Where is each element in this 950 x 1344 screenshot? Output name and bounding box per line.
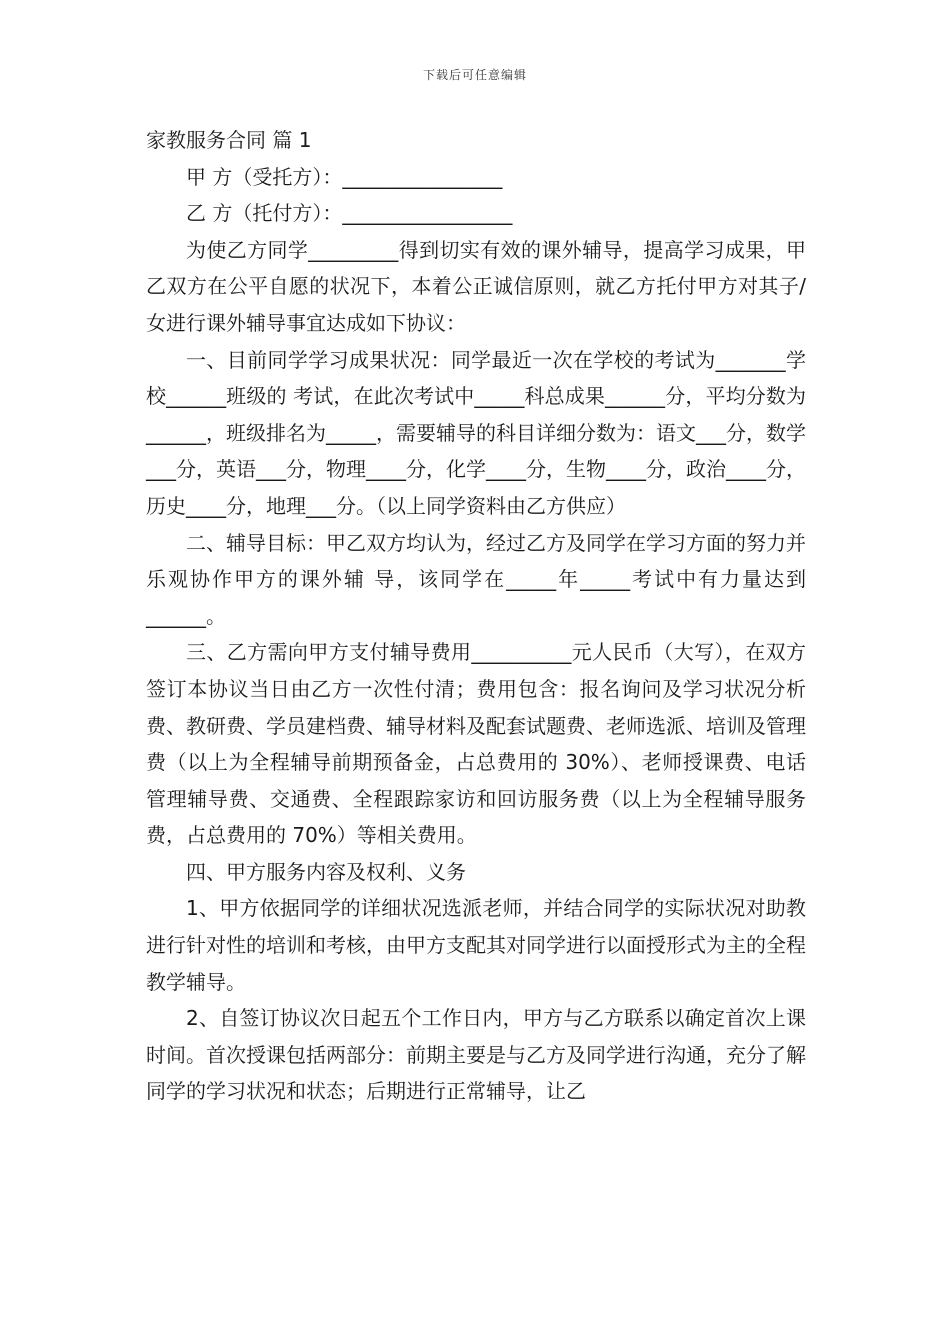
clause-2-tutoring-goal: 二、辅导目标：甲乙双方均认为，经过乙方及同学在学习方面的努力并乐观协作甲方的课外辅 导，该同学在_____年_____考试中有力量达到______。	[146, 530, 806, 628]
page-header-note: 下载后可任意编辑	[422, 68, 527, 82]
party-b-line: 乙 方（托付方）：_________________	[186, 201, 513, 226]
clause-4-heading: 四、甲方服务内容及权利、义务	[186, 859, 466, 884]
party-a-line: 甲 方（受托方）：________________	[186, 164, 503, 189]
clause-3-fees: 三、乙方需向甲方支付辅导费用__________元人民币（大写），在双方签订本协议当日由乙方一次性付清；费用包含：报名询问及学习状况分析费、教研费、学员建档费、辅导材料及配套试题费、老师选派、培训及管理费（以上为全程辅导前期预备金，占总费用的 30%）、老师授课费、电话管理辅导费、交通费、全程跟踪家访和回访服务费（以上为全程辅导服务费，占总费用的 70%）等相关费用。	[146, 640, 806, 848]
document-title: 家教服务合同 篇 1	[146, 128, 312, 152]
document-body	[146, 122, 806, 1110]
preamble-paragraph: 为使乙方同学_________得到切实有效的课外辅导，提高学习成果，甲乙双方在公平自愿的状况下，本着公正诚信原则，就乙方托付甲方对其子/女进行课外辅导事宜达成如下协议：	[146, 237, 806, 335]
clause-4-item-2: 2、自签订协议次日起五个工作日内，甲方与乙方联系以确定首次上课时间。首次授课包括两部分：前期主要是与乙方及同学进行沟通，充分了解同学的学习状况和状态；后期进行正常辅导，让乙	[146, 1006, 806, 1104]
clause-1-current-grades: 一、目前同学学习成果状况：同学最近一次在学校的考试为_______学校______班级的 考试，在此次考试中_____科总成果______分，平均分数为______，班级排名为_____，需要辅导的科目详细分数为：语文___分，数学___分，英语___分，物理____分，化学____分，生物____分，政治____分，历史____分，地理___分。（以上同学资料由乙方供应）	[146, 347, 806, 518]
clause-4-item-1: 1、甲方依据同学的详细状况选派老师，并结合同学的实际状况对助教进行针对性的培训和考核，由甲方支配其对同学进行以面授形式为主的全程教学辅导。	[146, 896, 806, 994]
